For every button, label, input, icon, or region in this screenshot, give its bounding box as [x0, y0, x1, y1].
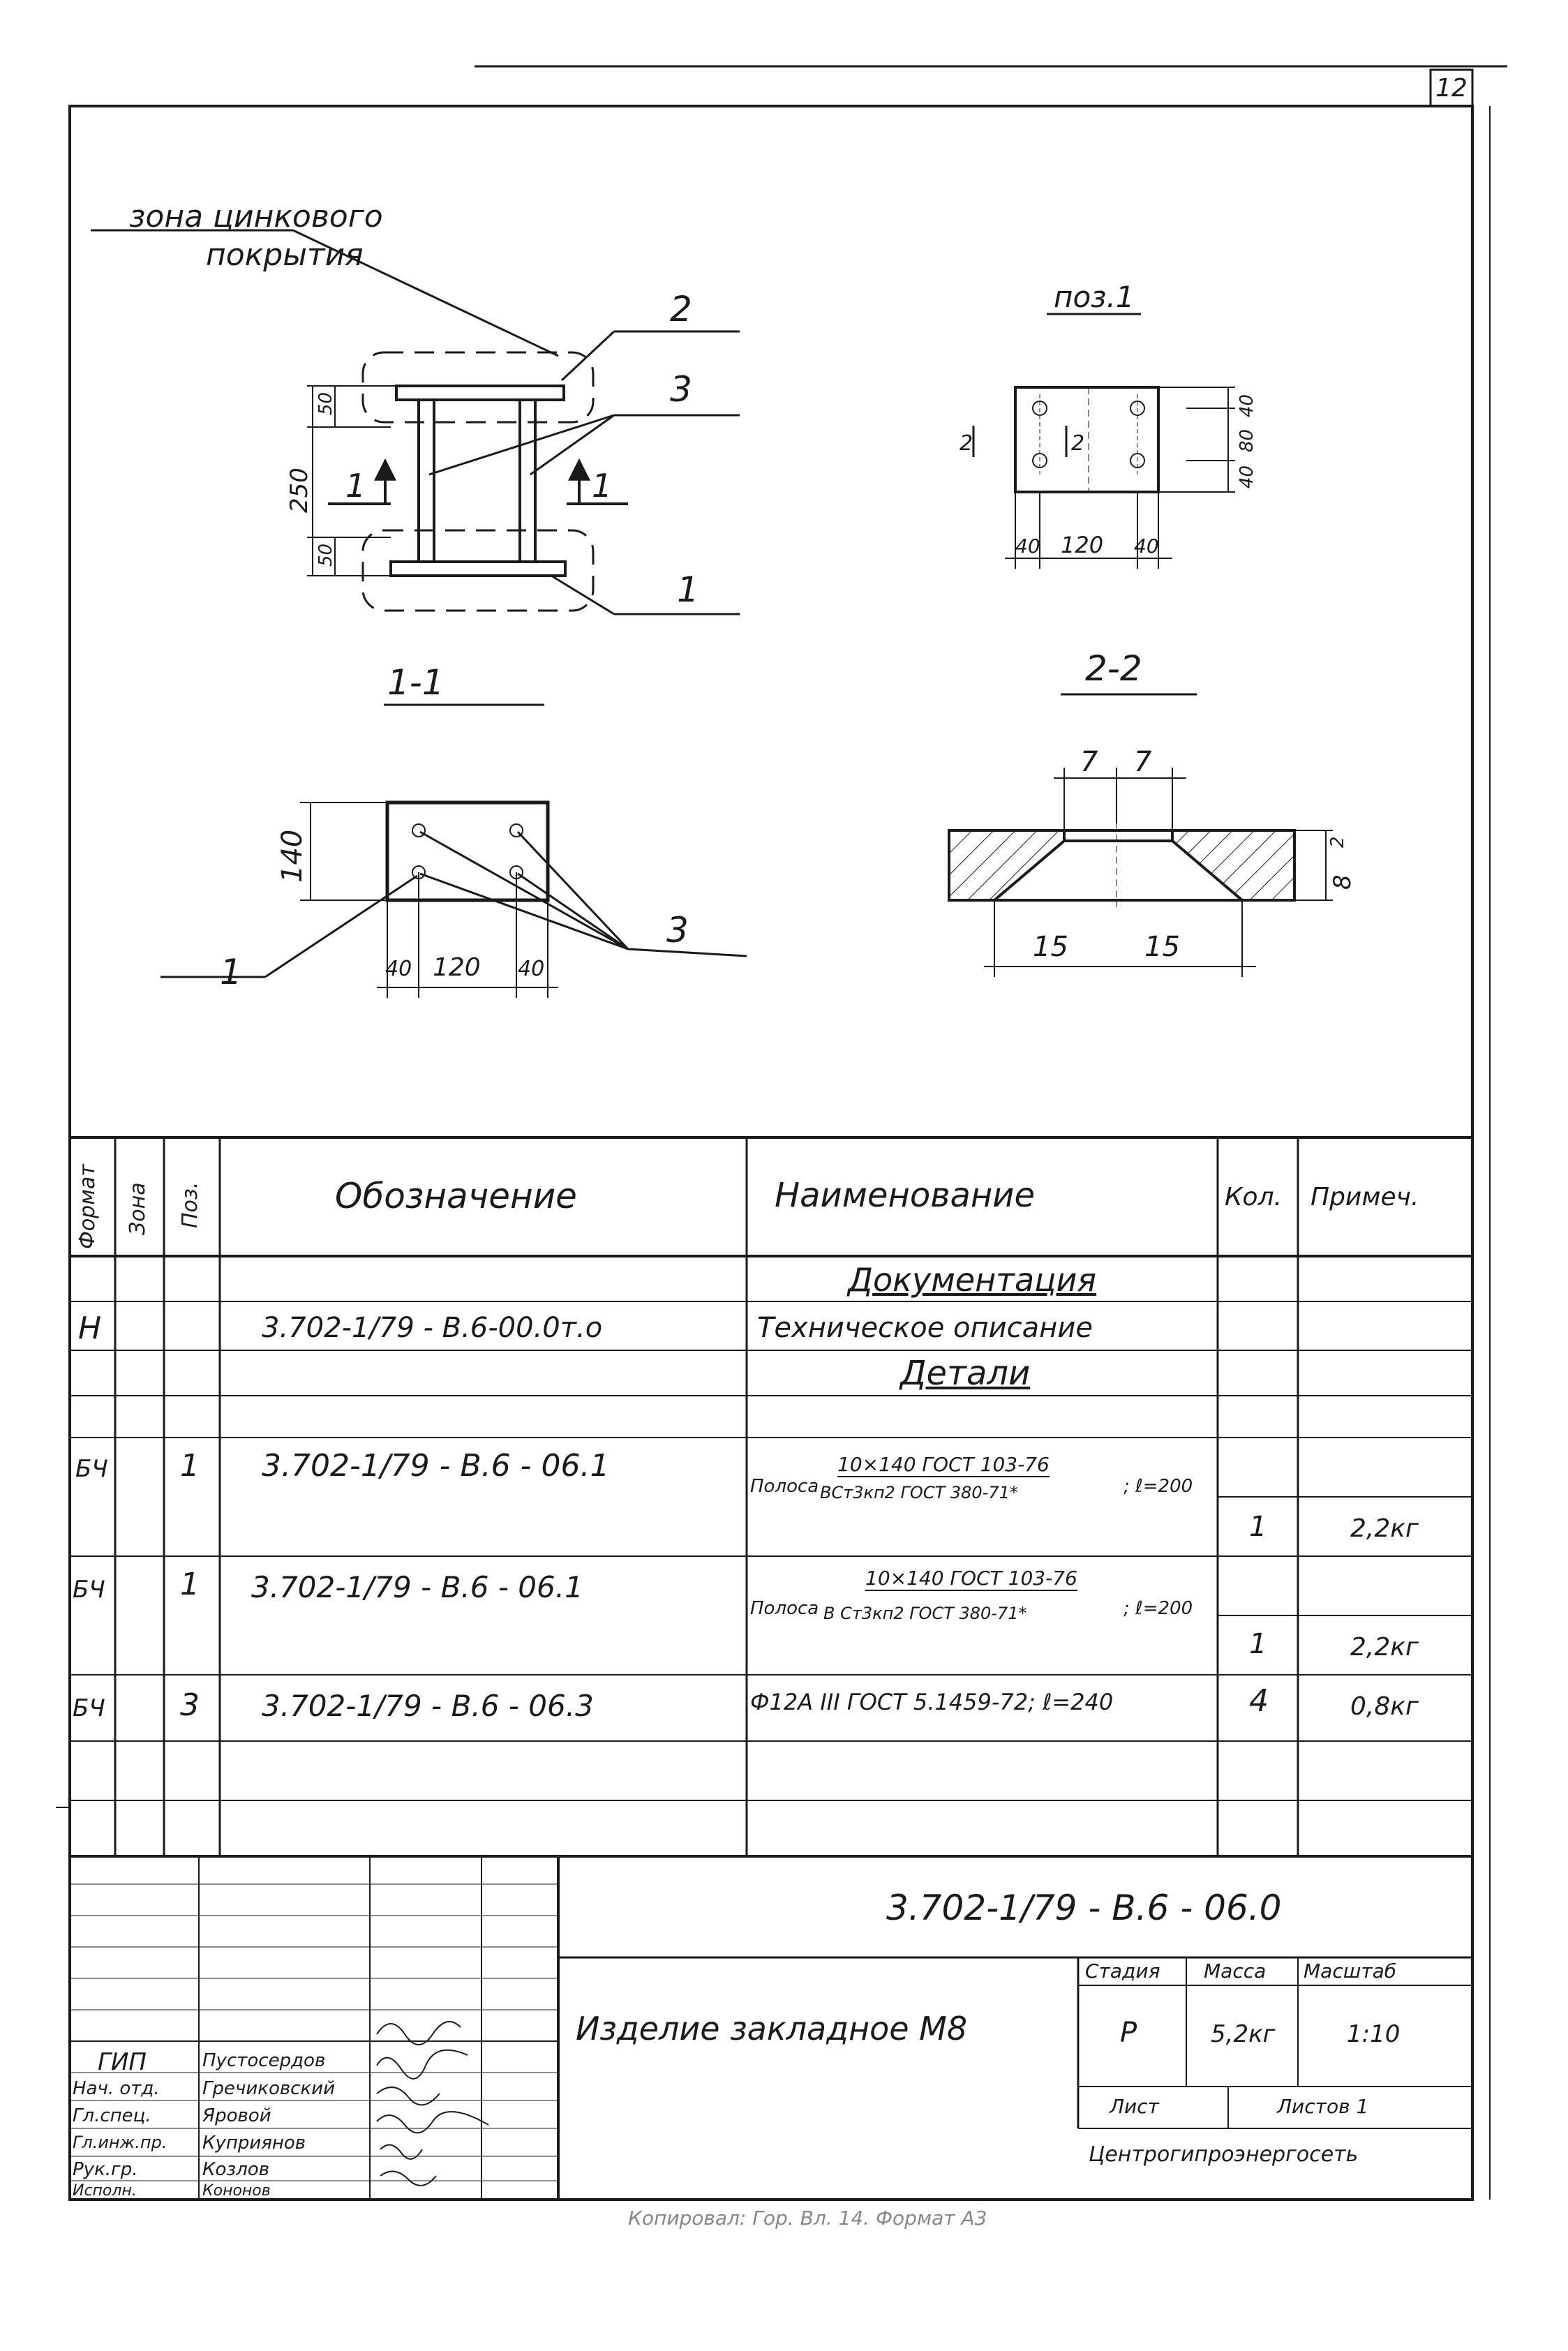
row-5-qty: 4 — [1249, 1683, 1269, 1719]
pos1-dim-h40a: 40 — [1015, 535, 1040, 558]
row-4-pos: 1 — [180, 1567, 200, 1602]
section-1-1-title: 1-1 — [387, 662, 445, 703]
mass-label: Масса — [1204, 1960, 1267, 1983]
leader-label-2: 2 — [670, 289, 692, 329]
section-1-1-label-3: 3 — [666, 910, 689, 950]
pos1-dim-80: 80 — [1237, 428, 1257, 452]
stage-value: Р — [1120, 2017, 1137, 2049]
pos1-view — [973, 314, 1235, 569]
zinc-zone-label-1: зона цинкового — [129, 199, 383, 234]
footer-stamp: Копировал: Гор. Вл. 14. Формат А3 — [628, 2207, 987, 2230]
row-5-format: БЧ — [73, 1694, 105, 1722]
name-head-dept: Гречиковский — [202, 2078, 335, 2099]
header-designation: Обозначение — [335, 1176, 577, 1216]
section-2-2 — [949, 694, 1333, 977]
name-gip: Пустосердов — [202, 2050, 326, 2071]
row-5-name: Ф12А III ГОСТ 5.1459-72; ℓ=240 — [750, 1689, 1114, 1715]
mass-value: 5,2кг — [1211, 2020, 1276, 2048]
pos1-dim-40b: 40 — [1237, 465, 1257, 488]
section-1-1-dim-40a: 40 — [385, 957, 412, 981]
row-4-name-denominator: В Ст3кп2 ГОСТ 380-71* — [823, 1604, 1027, 1623]
front-view — [91, 230, 740, 614]
name-executor: Кононов — [202, 2182, 271, 2200]
sheet-number: 12 — [1435, 74, 1468, 103]
sheet-frame — [56, 66, 1507, 2200]
name-group-lead: Козлов — [202, 2159, 270, 2180]
spec-table-grid — [70, 1137, 1472, 1856]
dim-50-top: 50 — [315, 391, 336, 415]
row-4-designation: 3.702-1/79 - В.6 - 06.1 — [251, 1570, 583, 1604]
row-4-name-prefix: Полоса — [750, 1598, 819, 1619]
role-executor: Исполн. — [73, 2182, 137, 2200]
doc-code: 3.702-1/79 - В.6 - 06.0 — [886, 1888, 1282, 1928]
row-3-name-denominator: ВСт3кп2 ГОСТ 380-71* — [820, 1483, 1018, 1502]
section-2-2-title: 2-2 — [1085, 648, 1142, 689]
row-3-name-suffix: ; ℓ=200 — [1123, 1476, 1193, 1497]
section-2-2-dim-7a: 7 — [1080, 746, 1098, 778]
section-heading-documentation: Документация — [848, 1261, 1097, 1299]
section-2-2-dim-15a: 15 — [1033, 931, 1068, 963]
sheet-label: Лист — [1110, 2095, 1159, 2118]
role-head-dept: Нач. отд. — [73, 2078, 160, 2099]
pos1-dim-h120: 120 — [1061, 532, 1104, 558]
section-1-1-label-1: 1 — [220, 952, 242, 992]
row-4-qty: 1 — [1249, 1628, 1267, 1660]
section-1-1-dim-120: 120 — [433, 953, 481, 982]
header-format: Формат — [75, 1164, 100, 1249]
row-3-name-numerator: 10×140 ГОСТ 103-76 — [837, 1453, 1050, 1476]
header-name: Наименование — [775, 1176, 1036, 1215]
stage-label: Стадия — [1085, 1960, 1160, 1983]
role-chief-eng: Гл.инж.пр. — [73, 2133, 167, 2152]
row-5-pos: 3 — [180, 1687, 200, 1723]
role-gip: ГИП — [98, 2048, 147, 2076]
row-4-note: 2,2кг — [1350, 1633, 1419, 1662]
section-2-2-dim-2: 2 — [1327, 836, 1348, 848]
row-4-name-suffix: ; ℓ=200 — [1123, 1598, 1193, 1619]
row-5-note: 0,8кг — [1350, 1692, 1419, 1721]
scale-label: Масштаб — [1304, 1960, 1397, 1983]
role-chief-spec: Гл.спец. — [73, 2105, 151, 2126]
role-group-lead: Рук.гр. — [73, 2159, 138, 2180]
dim-250: 250 — [285, 468, 313, 513]
section-2-2-dim-8: 8 — [1329, 874, 1357, 890]
cut-mark-left: 1 — [345, 467, 366, 505]
name-chief-spec: Яровой — [202, 2105, 271, 2126]
row-3-qty: 1 — [1249, 1511, 1267, 1543]
organization: Центрогипроэнергосеть — [1089, 2142, 1359, 2167]
pos1-dim-40a: 40 — [1237, 394, 1257, 417]
pos1-title: поз.1 — [1054, 280, 1135, 314]
row-3-name-prefix: Полоса — [750, 1476, 819, 1497]
header-note: Примеч. — [1311, 1183, 1419, 1211]
pos1-cut-right: 2 — [1071, 431, 1085, 456]
leader-label-1: 1 — [677, 569, 699, 610]
header-zone: Зона — [126, 1182, 150, 1235]
section-2-2-dim-15b: 15 — [1144, 931, 1180, 963]
pos1-cut-left: 2 — [960, 431, 973, 456]
row-3-designation: 3.702-1/79 - В.6 - 06.1 — [262, 1448, 610, 1484]
section-1-1-dim-140: 140 — [276, 829, 308, 883]
row-3-note: 2,2кг — [1350, 1514, 1419, 1543]
row-1-designation: 3.702-1/79 - В.6-00.0т.о — [262, 1312, 603, 1344]
name-chief-eng: Куприянов — [202, 2133, 306, 2154]
pos1-dim-h40b: 40 — [1134, 535, 1159, 558]
cut-mark-right: 1 — [592, 467, 613, 505]
row-1-name: Техническое описание — [757, 1312, 1093, 1344]
section-heading-details: Детали — [900, 1354, 1031, 1393]
row-4-format: БЧ — [73, 1576, 105, 1604]
zinc-zone-label-2: покрытия — [206, 237, 364, 273]
drawing-title: Изделие закладное М8 — [576, 2010, 968, 2047]
row-4-name-numerator: 10×140 ГОСТ 103-76 — [865, 1567, 1077, 1590]
row-1-format: Н — [78, 1311, 102, 1346]
header-pos: Поз. — [178, 1181, 202, 1228]
row-3-pos: 1 — [180, 1448, 200, 1484]
row-3-format: БЧ — [75, 1455, 108, 1483]
section-1-1-dim-40b: 40 — [518, 957, 545, 981]
leader-label-3: 3 — [670, 369, 692, 410]
row-5-designation: 3.702-1/79 - В.6 - 06.3 — [262, 1689, 594, 1723]
header-qty: Кол. — [1225, 1183, 1283, 1211]
dim-50-bottom: 50 — [315, 543, 336, 567]
section-2-2-dim-7b: 7 — [1134, 746, 1152, 778]
sheets-label: Листов 1 — [1277, 2095, 1369, 2118]
scale-value: 1:10 — [1347, 2020, 1401, 2048]
